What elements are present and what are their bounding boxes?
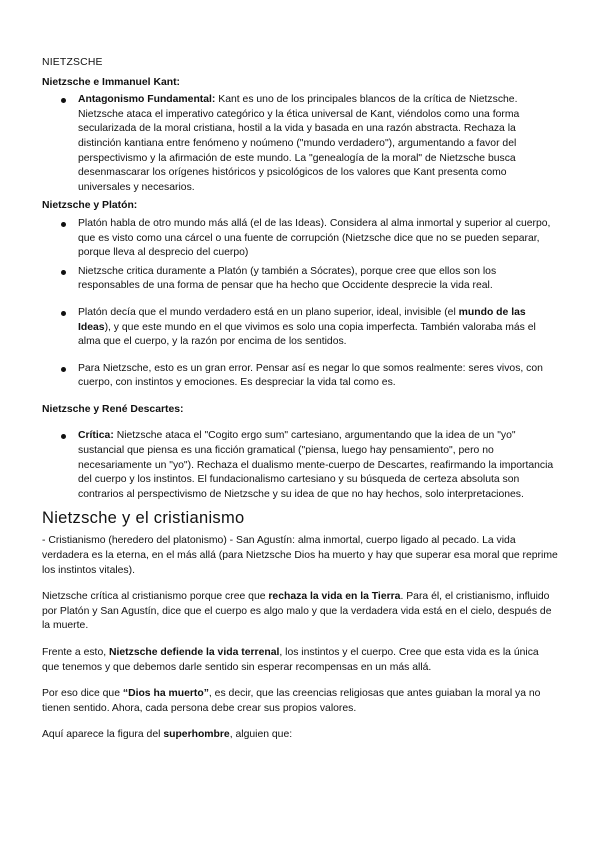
paragraph-text: Frente a esto, [42, 647, 109, 658]
descartes-list [42, 429, 558, 502]
paragraph-text: Por eso dice que [42, 688, 123, 700]
item-text: Nietzsche ataca el "Cogito ergo sum" cartesiano, argumentando que la idea de un "yo" sustancial que piensa es una ficción gramatical ("piensa, luego hay pensamiento", pero no necesariamente un "yo"). Rechaza el dualismo mente-cuerpo de Descartes, reafirmando la importancia del cuerpo y los instintos. El fundacionalismo cartesiano y su búsqueda de certeza absoluta son contrarios al perspectivismo de Nietzsche y su idea de que no hay hechos, solo interpretaciones. [78, 430, 554, 500]
list-item [42, 93, 558, 195]
item-text: Para Nietzsche, esto es un gran error. Pensar así es negar lo que somos realmente: seres vivos, con cuerpo, con instintos y emociones. Es despreciar la vida tal como es. [78, 362, 543, 389]
bullet-icon [61, 367, 66, 372]
bold-term: rechaza la vida en la Tierra [268, 591, 401, 603]
paragraph-text: . Para él, el cristianismo, influido por Platón y San Agustín, dice que el cuerpo es algo malo y que la verdadera vida está en el cielo, después de la muerte. [42, 591, 552, 632]
platon-list [42, 217, 558, 391]
paragraph-text: , es decir, que las creencias religiosas que antes guiaban la moral ya no tienen sentido. Ahora, cada persona debe crear sus propios valores. [42, 688, 541, 714]
bold-term: Nietzsche defiende la vida terrenal [109, 647, 280, 658]
item-text: Nietzsche critica duramente a Platón (y también a Sócrates), porque cree que ellos son los responsables de una forma de pensar que ha hecho que Occidente desprecie la vida real. [78, 265, 497, 292]
bullet-icon [61, 222, 66, 227]
list-item [42, 429, 558, 502]
document-label: NIETZSCHE [42, 57, 103, 68]
paragraph [42, 646, 558, 675]
paragraph [42, 728, 558, 743]
item-text: Platón habla de otro mundo más allá (el de las Ideas). Considera al alma inmortal y superior al cuerpo, que es visto como una cárcel o una fuente de corrupción (Nietzsche dice que no se pueden separar, porque lleva al desprecio del cuerpo) [78, 217, 551, 259]
bullet-icon [61, 98, 66, 103]
bullet-icon [61, 311, 66, 316]
list-item [42, 217, 558, 261]
item-text: ), y que este mundo en el que vivimos es solo una copia imperfecta. También valoraba más el alma que el cuerpo, y la razón por encima de los sentidos. [78, 321, 536, 348]
section-heading-descartes: Nietzsche y René Descartes: [42, 403, 184, 415]
list-item [42, 362, 558, 391]
list-item [42, 306, 558, 350]
bold-term: “Dios ha muerto” [122, 688, 209, 700]
paragraph-text: , alguien que: [229, 729, 293, 741]
paragraph-text: Nietzsche crítica al cristianismo porque cree que [42, 591, 269, 603]
kant-list [42, 93, 558, 195]
bold-term: superhombre [163, 729, 230, 741]
bold-term: Crítica: [78, 430, 114, 442]
paragraph [42, 590, 558, 634]
bold-term: Antagonismo Fundamental: [78, 94, 216, 106]
section-heading-kant: Nietzsche e Immanuel Kant: [42, 76, 181, 88]
section-heading-platon: Nietzsche y Platón: [42, 200, 138, 212]
bullet-icon [61, 434, 66, 439]
paragraph-text: Aquí aparece la figura del [42, 729, 164, 741]
section-title-cristianismo: Nietzsche y el cristianismo [42, 509, 245, 528]
paragraph [42, 687, 558, 716]
bullet-icon [61, 270, 66, 275]
list-item [42, 265, 558, 294]
paragraph: - Cristianismo (heredero del platonismo) - San Agustín: alma inmortal, cuerpo ligado al pecado. La vida verdadera es la eterna, en el más allá (para Nietzsche Dios ha muerto y hay que superar esa moral que reprime los instintos vitales). [42, 535, 558, 576]
item-text: Kant es uno de los principales blancos de la crítica de Nietzsche. Nietzsche ataca el imperativo categórico y la ética universal de Kant, viéndolos como una forma secularizada de la moral cristiana, hostil a la vida y basada en una razón abstracta. Rechaza la distinción kantiana entre fenómeno y noúmeno ("mundo verdadero"), argumentando a favor del perspectivismo y la afirmación de este mundo. La "genealogía de la moral" de Nietzsche busca desenmascarar los orígenes históricos y psicológicos de los valores que Kant presenta como universales y necesarios. [78, 94, 520, 193]
item-text: Platón decía que el mundo verdadero está en un plano superior, ideal, invisible (el [78, 306, 459, 318]
paragraph-text: , los instintos y el cuerpo. Cree que esta vida es la única que tenemos y que debemos darle sentido sin esperar recompensas en un más allá. [42, 647, 539, 673]
bold-term: mundo de las Ideas [78, 306, 526, 333]
